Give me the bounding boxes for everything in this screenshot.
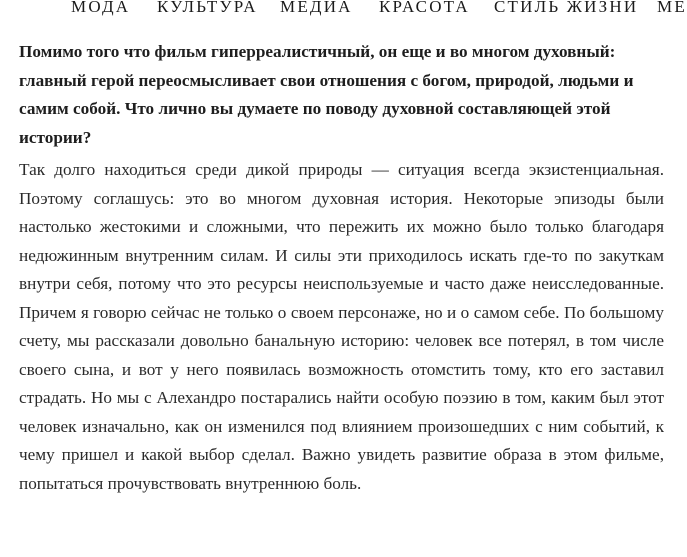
nav-item-kultura[interactable]: КУЛЬТУРА: [157, 0, 258, 16]
interview-answer: Так долго находиться среди дикой природы — ситуация всегда экзистенциальная. Поэтому соглашусь: это во многом духовная история. Некоторые эпизоды были настолько жестокими и сложными, что пережить их можно было только благодаря недюжинным внутренним силам. И силы эти приходилось искать где-то по закуткам внутри себя, потому что это ресурсы неиспользуемые и часто даже неисследованные. Причем я говорю сейчас не только о своем персонаже, но и о самом себе. По большому счету, мы рассказали довольно банальную историю: человек все потерял, в том числе своего сына, и вот у него появилась возможность отомстить тому, кто его заставил страдать. Но мы с Алехандро постарались найти особую поэзию в том, каким был этот человек изначально, как он изменился под влиянием произошедших с ним событий, к чему пришел и какой выбор сделал. Важно увидеть развитие образа в этом фильме, попытаться прочувствовать внутреннюю боль.: [19, 160, 664, 493]
nav-item-media[interactable]: МЕДИА: [280, 0, 353, 16]
nav-item-truncated[interactable]: МЕ: [657, 0, 687, 16]
article-body: [19, 38, 664, 498]
nav-item-stil-zhizni[interactable]: СТИЛЬ ЖИЗНИ: [494, 0, 639, 16]
nav-item-moda[interactable]: МОДА: [71, 0, 131, 16]
interview-question: Помимо того что фильм гиперреалистичный, он еще и во многом духовный: главный герой переосмысливает свои отношения с богом, природой, людьми и самим собой. Что лично вы думаете по поводу духовной составляющей этой истории?: [19, 42, 634, 147]
top-navigation: [0, 0, 687, 22]
nav-item-krasota[interactable]: КРАСОТА: [379, 0, 470, 16]
